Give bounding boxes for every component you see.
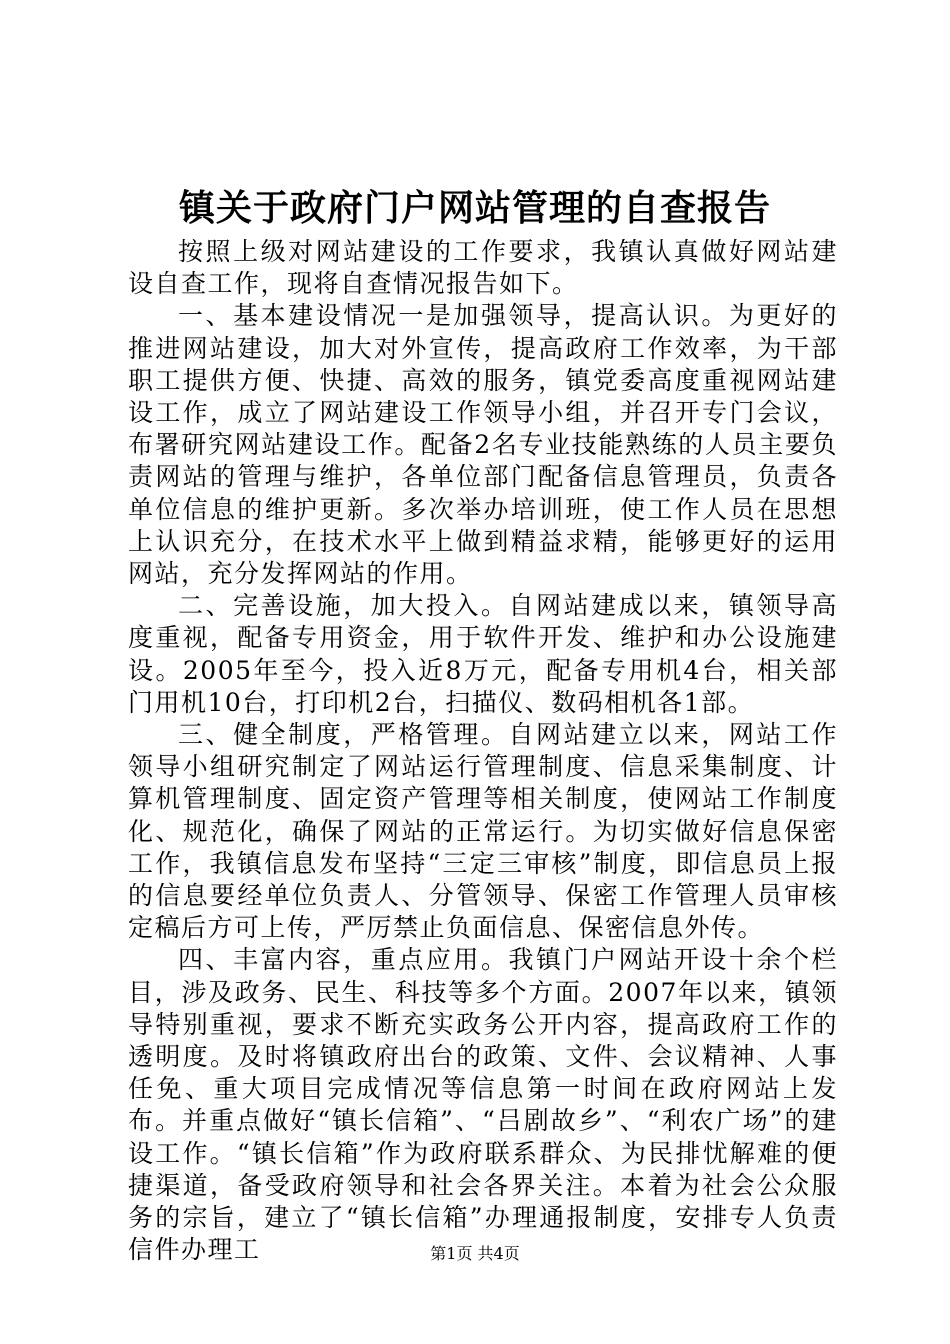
paragraph-intro: 按照上级对网站建设的工作要求，我镇认真做好网站建设自查工作，现将自查情况报告如下。 [128,237,838,299]
paragraph-section-2: 二、完善设施，加大投入。自网站建成以来，镇领导高度重视，配备专用资金，用于软件开发、维护和办公设施建设。2005年至今，投入近8万元，配备专用机4台，相关部门用机10台，打印机2台，扫描仪、数码相机各1部。 [128,591,838,717]
document-title: 镇关于政府门户网站管理的自查报告 [178,187,771,229]
document-body [128,236,838,1267]
page-number-footer: 第1页 共4页 [430,1244,520,1263]
paragraph-section-1: 一、基本建设情况一是加强领导，提高认识。为更好的推进网站建设，加大对外宣传，提高政府工作效率，为干部职工提供方便、快捷、高效的服务，镇党委高度重视网站建设工作，成立了网站建设工作领导小组，并召开专门会议，布署研究网站建设工作。配备2名专业技能熟练的人员主要负责网站的管理与维护，各单位部门配备信息管理员，负责各单位信息的维护更新。多次举办培训班，使工作人员在思想上认识充分，在技术水平上做到精益求精，能够更好的运用网站，充分发挥网站的作用。 [128,301,838,589]
paragraph-section-3: 三、健全制度，严格管理。自网站建立以来，网站工作领导小组研究制定了网站运行管理制度、信息采集制度、计算机管理制度、固定资产管理等相关制度，使网站工作制度化、规范化，确保了网站的正常运行。为切实做好信息保密工作，我镇信息发布坚持“三定三审核”制度，即信息员上报的信息要经单位负责人、分管领导、保密工作管理人员审核定稿后方可上传，严厉禁止负面信息、保密信息外传。 [128,720,838,943]
paragraph-section-4: 四、丰富内容，重点应用。我镇门户网站开设十余个栏目，涉及政务、民生、科技等多个方面。2007年以来，镇领导特别重视，要求不断充实政务公开内容，提高政府工作的透明度。及时将镇政府出台的政策、文件、会议精神、人事任免、重大项目完成情况等信息第一时间在政府网站上发布。并重点做好“镇长信箱”、“吕剧故乡”、“利农广场”的建设工作。“镇长信箱”作为政府联系群众、为民排忧解难的便捷渠道，备受政府领导和社会各界关注。本着为社会公众服务的宗旨，建立了“镇长信箱”办理通报制度，安排专人负责信件办理工 [128,945,838,1265]
